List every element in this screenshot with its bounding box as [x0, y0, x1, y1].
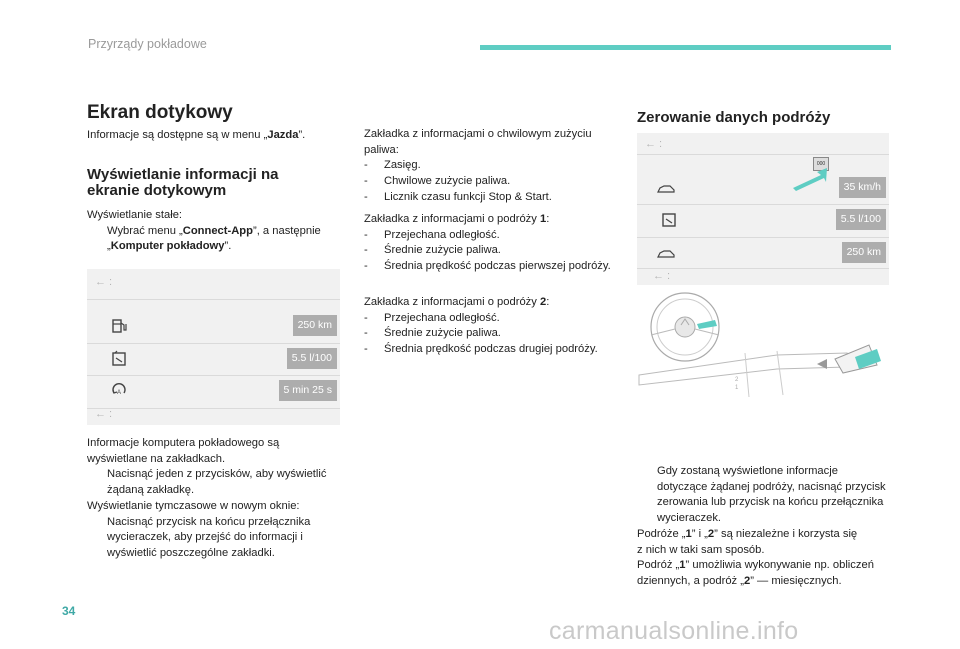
- section-title: Przyrządy pokładowe: [88, 37, 207, 51]
- svg-text:1: 1: [735, 385, 739, 391]
- tab-trip1-block: Zakładka z informacjami o podróży 1: - Przejechana odległość. - Średnie zużycie paliwa. - Średnia prędkość podczas pierwszej podróży.: [364, 213, 611, 273]
- page-number: 34: [62, 604, 76, 618]
- trip-row[interactable]: [637, 238, 889, 266]
- reset-button[interactable]: 000: [813, 157, 829, 171]
- watermark: carmanualsonline.info: [549, 617, 799, 645]
- tab-trip2-block: Zakładka z informacjami o podróży 2: - Przejechana odległość. - Średnie zużycie paliwa. - Średnia prędkość podczas drugiej podróży.: [364, 296, 598, 356]
- trip-row[interactable]: [637, 173, 889, 201]
- range-value: 250 km: [293, 315, 337, 336]
- svg-text:A: A: [116, 390, 122, 396]
- car-speed-icon: [651, 178, 681, 198]
- back-arrow-icon[interactable]: ← :: [95, 408, 113, 420]
- trip-row[interactable]: [87, 311, 340, 341]
- back-arrow-icon[interactable]: ← :: [95, 276, 113, 288]
- intro-text: Informacje są dostępne są w menu „Jazda”.: [87, 129, 306, 141]
- header-accent-bar: [480, 45, 891, 50]
- trip-row[interactable]: [637, 205, 889, 233]
- touchscreen-reset: [637, 133, 889, 285]
- distance-value: 250 km: [842, 242, 886, 263]
- stop-start-icon: [109, 381, 129, 401]
- trip-row[interactable]: [87, 344, 340, 374]
- section-subtitle: Wyświetlanie informacji na ekranie dotykowym: [87, 166, 279, 199]
- reset-section-title: Zerowanie danych podróży: [637, 109, 831, 126]
- car-distance-icon: [651, 243, 681, 263]
- svg-text:2: 2: [735, 377, 739, 383]
- touchscreen-trip-computer: [87, 269, 340, 425]
- fuel-consumption-icon: [659, 210, 679, 230]
- consumption-value: 5.5 l/100: [836, 209, 886, 230]
- reset-instructions: Gdy zostaną wyświetlone informacje dotyczące żądanej podróży, nacisnąć przycisk zerowania lub przycisk na końcu przełącznika wycieraczek. Podróże „1” i „2” są niezależne i korzysta się z nich w taki sam sposób. Podróż „1” umożliwia wykonywanie np. obliczeń dziennych, a podróż „2” — miesięcznych.: [637, 465, 886, 587]
- tabs-info-block: Informacje komputera pokładowego są wyświetlane na zakładkach. Nacisnąć jeden z przycisków, aby wyświetlić żądaną zakładkę. Wyświetlanie tymczasowe w nowym oknie: Nacisnąć przycisk na końcu przełącznika wycieraczek, aby przejść do informacji i wyświetlić poszczególne zakładki.: [87, 437, 327, 559]
- back-arrow-icon[interactable]: ← :: [653, 270, 671, 282]
- consumption-value: 5.5 l/100: [287, 348, 337, 369]
- stop-start-value: 5 min 25 s: [279, 380, 337, 401]
- trip-row[interactable]: [87, 376, 340, 406]
- fuel-pump-icon: [109, 316, 129, 336]
- page-title: Ekran dotykowy: [87, 102, 233, 123]
- static-display-block: Wyświetlanie stałe: Wybrać menu „Connect-App”, a następnie „Komputer pokładowy”.: [87, 209, 321, 253]
- tab-instant-block: Zakładka z informacjami o chwilowym zużyciu paliwa: - Zasięg. - Chwilowe zużycie paliwa. - Licznik czasu funkcji Stop & Start.: [364, 128, 592, 203]
- fuel-consumption-icon: [109, 349, 129, 369]
- wiper-stalk-illustration: [637, 289, 889, 399]
- back-arrow-icon[interactable]: ← :: [645, 138, 663, 150]
- speed-value: 35 km/h: [839, 177, 886, 198]
